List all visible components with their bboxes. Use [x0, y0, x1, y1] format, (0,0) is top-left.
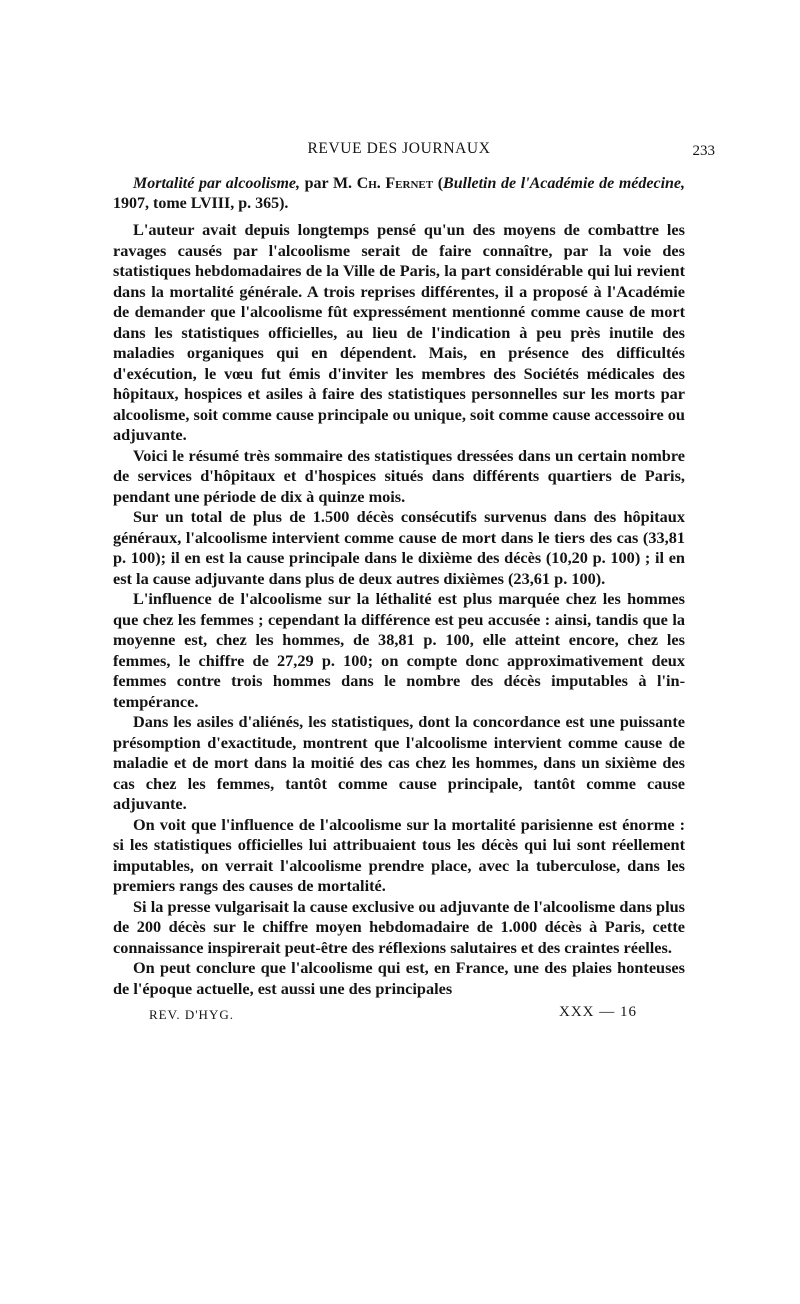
- article-source-open: (: [433, 175, 444, 192]
- paragraph: L'influence de l'alcoolisme sur la léthalité est plus marquée chez les hommes que chez les femmes ; cependant la différence est peu accusée : ainsi, tandis que la moyenne est, chez les hommes, de 38,81 p. 100, elle atteint encore, chez les femmes, le chiffre de 27,29 p. 100; on compte donc approximativement deux femmes contre trois hommes dans le nombre des décès imputables à l'intempérance.: [113, 589, 685, 711]
- running-head: [113, 140, 715, 164]
- article-author: Ch. Fernet: [356, 175, 434, 192]
- footer-sheet-number: XXX — 16: [559, 1004, 637, 1020]
- paragraph: On voit que l'influence de l'alcoolisme sur la mortalité parisienne est énorme : si les statistiques officielles lui attribuaient tous les décès qui lui sont réellement imputables, on verrait l'alcoolisme prendre place, avec la tuberculose, dans les premiers rangs des causes de mortalité.: [113, 814, 685, 895]
- article-title: Mortalité par alcoolisme,: [133, 175, 301, 192]
- article-source-details: 1907, tome LVIII, p. 365).: [113, 195, 289, 212]
- page-number: 233: [692, 143, 715, 159]
- article-source-title: Bulletin de l'Académie de médecine,: [443, 175, 686, 192]
- article-heading: [113, 174, 685, 214]
- article-by: par M.: [300, 175, 357, 192]
- paragraph: Dans les asiles d'aliénés, les statistiques, dont la concordance est une puissante présomption d'exactitude, montrent que l'alcoolisme intervient comme cause de maladie et de mort dans la moitié des cas chez les hommes, dans un sixième des cas chez les femmes, tantôt comme cause principale, tantôt comme cause adjuvante.: [113, 712, 685, 813]
- article-body: [113, 220, 685, 999]
- page: [113, 140, 715, 1027]
- paragraph: Voici le résumé très sommaire des statistiques dressées dans un certain nombre de services d'hôpitaux et d'hospices situés dans différents quartiers de Paris, pendant une période de dix à quinze mois.: [113, 445, 685, 506]
- paragraph: L'auteur avait depuis longtemps pensé qu'un des moyens de combattre les ravages causés par l'alcoolisme serait de faire connaître, par la voie des statistiques hebdomadaires de la Ville de Paris, la part considérable qui lui revient dans la mortalité générale. A trois reprises différentes, il a proposé à l'Académie de demander que l'alcoolisme fût expressément mentionné comme cause de mort dans les statistiques officielles, au lieu de l'indication à peu près inutile des maladies organiques qui en dépendent. Mais, en présence des difficultés d'exécution, le vœu fut émis d'inviter les membres des Sociétés médicales des hôpitaux, hospices et asiles à faire des statistiques personnelles sur les morts par alcoolisme, soit comme cause principale ou unique, soit comme cause accessoire ou adjuvante.: [113, 220, 685, 444]
- paragraph: Si la presse vulgarisait la cause exclusive ou adjuvante de l'alcoolisme dans plus de 200 décès sur le chiffre moyen hebdomadaire de 1.000 décès à Paris, cette connaissance inspirerait peut-être des réflexions salutaires et des craintes réelles.: [113, 896, 685, 957]
- paragraph: Sur un total de plus de 1.500 décès consécutifs survenus dans des hôpitaux généraux, l'alcoolisme intervient comme cause de mort dans le tiers des cas (33,81 p. 100); il en est la cause principale dans le dixième des décès (10,20 p. 100) ; il en est la cause adjuvante dans plus de deux autres dixièmes (23,61 p. 100).: [113, 507, 685, 588]
- running-title: REVUE DES JOURNAUX: [307, 140, 491, 157]
- footer-signature: REV. D'HYG.: [149, 1007, 234, 1022]
- page-footer: [113, 1004, 685, 1027]
- paragraph: On peut conclure que l'alcoolisme qui est, en France, une des plaies honteuses de l'époque actuelle, est aussi une des principales: [113, 958, 685, 998]
